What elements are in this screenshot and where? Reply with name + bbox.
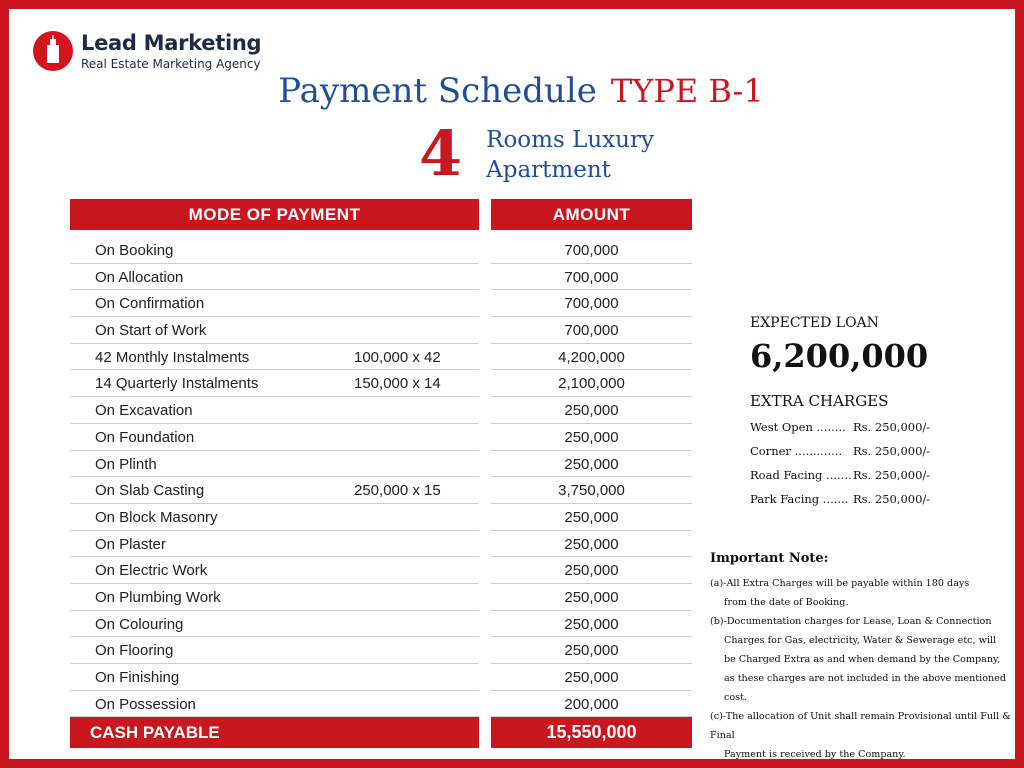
extra-charge-value: Rs. 250,000/-: [853, 444, 931, 458]
row-mode: On Start of Work: [95, 322, 207, 340]
title-type: TYPE B-1: [610, 72, 764, 110]
extra-charge-label: Corner .............: [750, 444, 843, 458]
row-mode: On Electric Work: [95, 562, 208, 580]
table-row: [70, 477, 692, 504]
important-note: [710, 551, 1015, 764]
row-amount: 250,000: [564, 615, 619, 633]
cash-payable-label: CASH PAYABLE: [70, 717, 479, 748]
table-row: [70, 370, 692, 397]
row-mode: On Excavation: [95, 402, 193, 420]
table-row: [70, 451, 692, 478]
rooms-line1: Rooms Luxury: [486, 127, 654, 153]
brand-tagline: Real Estate Marketing Agency: [81, 57, 261, 71]
row-amount: 4,200,000: [558, 348, 625, 366]
payment-table-body: [70, 237, 692, 717]
row-amount: 250,000: [564, 535, 619, 553]
row-amount: 200,000: [564, 695, 619, 713]
cash-payable-amount: 15,550,000: [491, 717, 692, 748]
row-mode: 14 Quarterly Instalments: [95, 375, 259, 393]
note-a-line1: (a)-All Extra Charges will be payable within 180 days: [710, 578, 970, 589]
row-amount: 250,000: [564, 669, 619, 686]
extra-charge-value: Rs. 250,000/-: [853, 492, 931, 506]
row-mode: 42 Monthly Instalments: [95, 348, 250, 366]
extra-charges-list: [750, 420, 930, 516]
note-b-line4: as these charges are not included in the above mentioned cost.: [724, 673, 1006, 703]
extra-charge-item: [750, 468, 930, 492]
extra-charge-label: Road Facing .......: [750, 468, 852, 482]
row-amount: 250,000: [564, 508, 619, 526]
row-amount: 700,000: [564, 295, 619, 313]
row-amount: 250,000: [564, 402, 619, 420]
row-mode: On Slab Casting: [95, 482, 205, 500]
row-mode: On Booking: [95, 242, 174, 259]
row-amount: 700,000: [564, 242, 619, 259]
table-row: [70, 237, 692, 264]
note-a-line2: from the date of Booking.: [724, 597, 849, 608]
row-mode: On Flooring: [95, 642, 174, 660]
row-mode: On Plaster: [95, 535, 166, 553]
table-row: [70, 317, 692, 344]
header-mode-of-payment: MODE OF PAYMENT: [70, 199, 479, 230]
rooms-number: 4: [419, 117, 463, 190]
table-row: [70, 691, 692, 718]
table-row: [70, 664, 692, 691]
extra-charge-label: West Open ........: [750, 420, 846, 434]
note-b-line2: Charges for Gas, electricity, Water & Sewerage etc, will: [724, 635, 997, 646]
table-row: [70, 637, 692, 664]
note-c-line1: (c)-The allocation of Unit shall remain Provisional until Full & Final: [710, 711, 1011, 741]
row-amount: 250,000: [564, 588, 619, 606]
table-row: [70, 264, 692, 291]
extra-charge-value: Rs. 250,000/-: [853, 420, 931, 434]
page-title: [9, 71, 1024, 111]
extra-charge-value: Rs. 250,000/-: [853, 468, 931, 482]
row-mode: On Plumbing Work: [95, 588, 221, 606]
row-amount: 3,750,000: [558, 482, 625, 500]
extra-charges-title: EXTRA CHARGES: [750, 392, 889, 410]
row-mode: On Possession: [95, 695, 196, 713]
row-amount: 250,000: [564, 455, 619, 473]
header-amount: AMOUNT: [491, 199, 692, 230]
table-row: [70, 557, 692, 584]
extra-charge-item: [750, 492, 930, 516]
table-row: [70, 611, 692, 638]
row-detail: 250,000 x 15: [354, 482, 441, 500]
note-title: Important Note:: [710, 551, 829, 566]
row-amount: 2,100,000: [558, 375, 625, 393]
building-icon: [33, 31, 73, 71]
note-b-line3: be Charged Extra as and when demand by the Company,: [724, 654, 1001, 665]
row-mode: On Allocation: [95, 268, 184, 286]
row-mode: On Foundation: [95, 428, 195, 446]
table-row: [70, 504, 692, 531]
row-mode: On Plinth: [95, 455, 157, 473]
table-row: [70, 290, 692, 317]
table-row: [70, 531, 692, 558]
note-c-line2: Payment is received by the Company.: [724, 749, 906, 760]
table-row: [70, 397, 692, 424]
row-detail: 100,000 x 42: [354, 348, 441, 366]
rooms-line2: Apartment: [486, 157, 611, 183]
extra-charge-item: [750, 444, 930, 468]
expected-loan-value: 6,200,000: [750, 337, 929, 375]
extra-charge-item: [750, 420, 930, 444]
row-amount: 700,000: [564, 268, 619, 286]
row-amount: 700,000: [564, 322, 619, 340]
brand-logo: [33, 31, 261, 71]
row-amount: 250,000: [564, 428, 619, 446]
table-row: [70, 344, 692, 371]
row-mode: On Colouring: [95, 615, 184, 633]
row-mode: On Confirmation: [95, 295, 205, 313]
row-mode: On Finishing: [95, 669, 180, 686]
table-row: [70, 584, 692, 611]
brand-name: Lead Marketing: [81, 31, 262, 55]
expected-loan-label: EXPECTED LOAN: [750, 315, 879, 331]
rooms-heading: [419, 117, 654, 190]
extra-charge-label: Park Facing .......: [750, 492, 849, 506]
row-amount: 250,000: [564, 642, 619, 660]
table-row: [70, 424, 692, 451]
note-b-line1: (b)-Documentation charges for Lease, Loan & Connection: [710, 616, 992, 627]
row-detail: 150,000 x 14: [354, 375, 441, 393]
row-mode: On Block Masonry: [95, 508, 218, 526]
row-amount: 250,000: [564, 562, 619, 580]
title-main: Payment Schedule: [278, 71, 597, 111]
